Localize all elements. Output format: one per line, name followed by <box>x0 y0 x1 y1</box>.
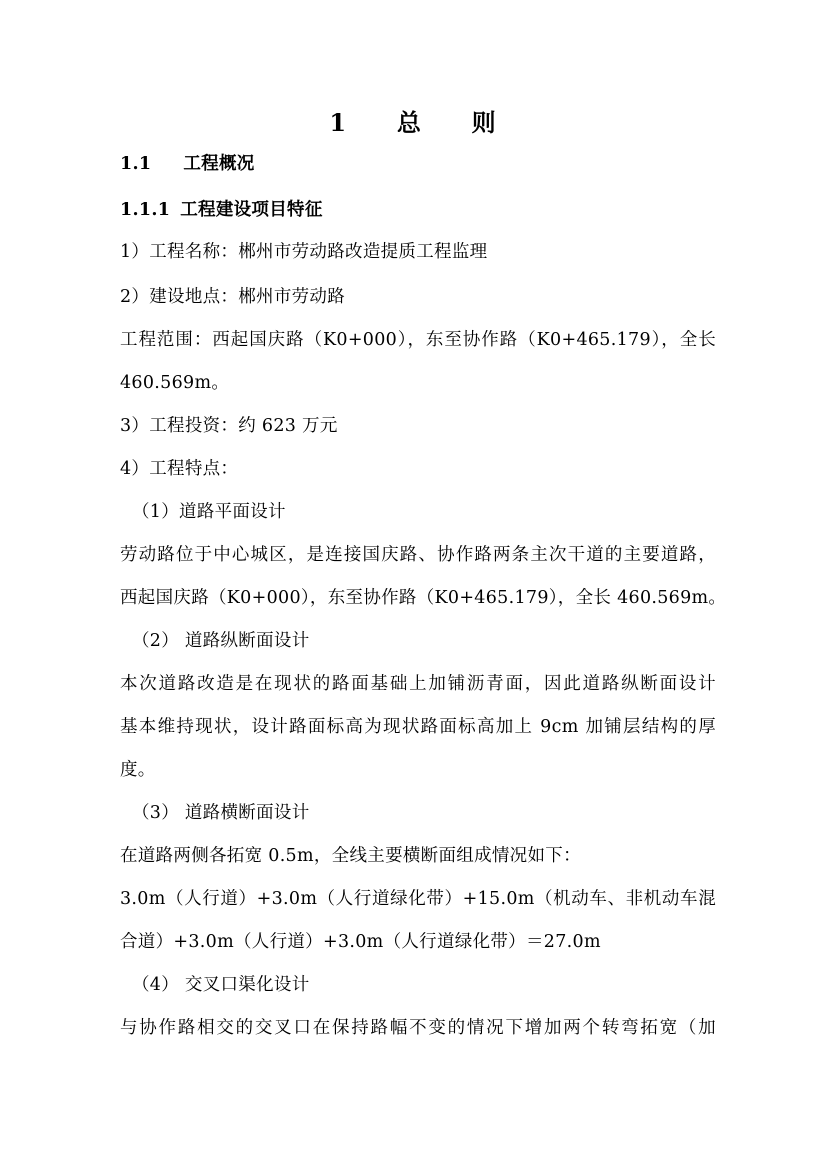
section-1-1-number: 1.1 <box>120 154 152 174</box>
section-1-1-1-title: 工程建设项目特征 <box>180 200 323 220</box>
subsection-1-text-2: 西起国庆路（K0+000），东至协作路（K0+465.179），全长 460.569m。 <box>120 588 727 608</box>
subsection-3-text-2: 3.0m（人行道）+3.0m（人行道绿化带）+15.0m（机动车、非机动车混 <box>120 889 716 909</box>
subsection-2-text-1: 本次道路改造是在现状的路面基础上加铺沥青面，因此道路纵断面设计 <box>120 674 716 694</box>
section-1-1-1-number: 1.1.1 <box>120 200 171 220</box>
chapter-title <box>0 108 827 138</box>
section-1-1-1-heading <box>120 198 716 222</box>
project-scope-line-1: 工程范围：西起国庆路（K0+000），东至协作路（K0+465.179），全长 <box>120 330 716 350</box>
subsection-4-title: （4） 交叉口渠化设计 <box>132 975 310 995</box>
chapter-title-part-1: 总 <box>396 108 423 137</box>
section-1-1-title: 工程概况 <box>183 154 255 174</box>
project-scope-line-2: 460.569m。 <box>120 373 230 393</box>
subsection-3-text-3: 合道）+3.0m（人行道）+3.0m（人行道绿化带）＝27.0m <box>120 932 601 952</box>
project-name-line: 1）工程名称：郴州市劳动路改造提质工程监理 <box>120 242 488 262</box>
subsection-2-text-3: 度。 <box>120 760 156 780</box>
chapter-title-part-2: 则 <box>471 108 498 137</box>
subsection-4-text-1: 与协作路相交的交叉口在保持路幅不变的情况下增加两个转弯拓宽（加 <box>120 1018 716 1038</box>
subsection-3-text-1: 在道路两侧各拓宽 0.5m，全线主要横断面组成情况如下： <box>120 846 581 866</box>
section-1-1-heading <box>120 152 716 176</box>
subsection-2-title: （2） 道路纵断面设计 <box>132 631 310 651</box>
project-location-line: 2）建设地点：郴州市劳动路 <box>120 287 346 307</box>
project-investment-line: 3）工程投资：约 623 万元 <box>120 416 338 436</box>
subsection-2-text-2: 基本维持现状，设计路面标高为现状路面标高加上 9cm 加铺层结构的厚 <box>120 717 716 737</box>
subsection-1-text-1: 劳动路位于中心城区，是连接国庆路、协作路两条主次干道的主要道路， <box>120 545 716 565</box>
chapter-number: 1 <box>329 108 349 137</box>
project-features-line: 4）工程特点： <box>120 459 239 479</box>
subsection-1-title: （1）道路平面设计 <box>132 502 286 522</box>
subsection-3-title: （3） 道路横断面设计 <box>132 803 310 823</box>
